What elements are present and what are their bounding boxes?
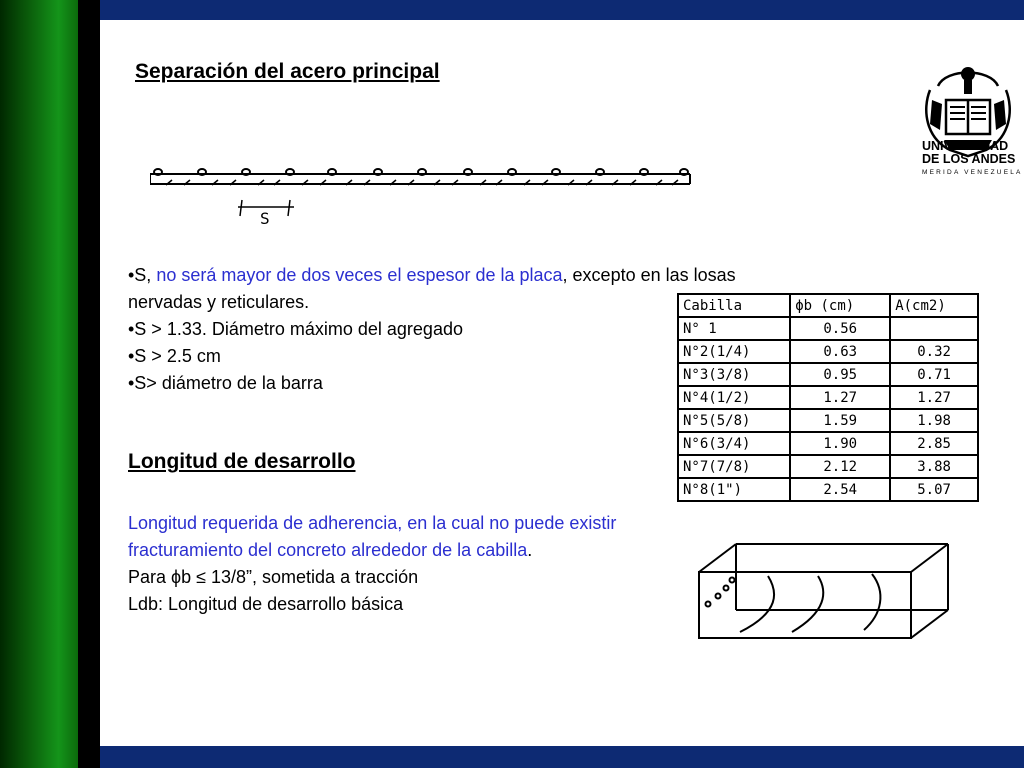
beam-sketch [696,542,956,642]
header-area: A(cm2) [890,294,978,317]
cell-bar: N° 1 [678,317,790,340]
top-blue-bar [100,0,1024,20]
cell-bar: N°7(7/8) [678,455,790,478]
table-row [678,432,978,455]
cell-area: 0.71 [890,363,978,386]
logo-line-3: MERIDA VENEZUELA [922,169,1023,176]
table-row [678,340,978,363]
cell-diameter: 1.27 [790,386,890,409]
desc-line-2-text: fracturamiento del concreto alrededor de la cabilla [128,540,528,560]
cell-bar: N°6(3/4) [678,432,790,455]
cell-area: 2.85 [890,432,978,455]
bullet-4: •S> diámetro de la barra [128,373,323,393]
bullet-1-line2: nervadas y reticulares. [128,292,310,312]
university-logo-text [922,140,1022,179]
table-row [678,455,978,478]
cell-diameter: 0.56 [790,317,890,340]
header-cabilla: Cabilla [678,294,790,317]
cell-diameter: 2.54 [790,478,890,501]
cell-bar: N°2(1/4) [678,340,790,363]
logo-line-2: DE LOS ANDES [922,152,1016,166]
cell-diameter: 0.95 [790,363,890,386]
bar-spacing-diagram [150,160,710,230]
table-header-row [678,294,978,317]
table-row [678,478,978,501]
cell-area: 1.27 [890,386,978,409]
cell-diameter: 1.59 [790,409,890,432]
cell-bar: N°8(1") [678,478,790,501]
bullet-1 [128,262,736,289]
cell-area: 1.98 [890,409,978,432]
cell-area [890,317,978,340]
rebar-table [677,293,979,502]
left-green-band [0,0,78,768]
desc-line-3: Para ϕb ≤ 13/8”, sometida a tracción [128,567,419,587]
desc-line-2-end: . [527,540,533,560]
table-row [678,409,978,432]
header-diameter: ϕb (cm) [790,294,890,317]
table-row [678,317,978,340]
cell-bar: N°5(5/8) [678,409,790,432]
slide-title: Separación del acero principal [135,60,440,83]
bottom-blue-bar [100,746,1024,768]
left-black-band [78,0,100,768]
bullet-1-suffix: , excepto en las losas [562,265,736,285]
cell-bar: N°4(1/2) [678,386,790,409]
bullet-1-emphasis: no será mayor de dos veces el espesor de la placa [156,265,563,285]
table-row [678,363,978,386]
cell-area: 0.32 [890,340,978,363]
cell-area: 3.88 [890,455,978,478]
cell-bar: N°3(3/8) [678,363,790,386]
bullet-2: •S > 1.33. Diámetro máximo del agregado [128,319,463,339]
bullet-3: •S > 2.5 cm [128,346,221,366]
cell-diameter: 1.90 [790,432,890,455]
section-subtitle: Longitud de desarrollo [128,450,356,473]
desc-line-4: Ldb: Longitud de desarrollo básica [128,594,404,614]
bullet-1-prefix: •S, [128,265,157,285]
cell-area: 5.07 [890,478,978,501]
spacing-label: S [260,209,270,228]
cell-diameter: 0.63 [790,340,890,363]
logo-line-1: UNIVERSIDAD [922,139,1009,153]
desc-line-2 [128,537,532,564]
cell-diameter: 2.12 [790,455,890,478]
table-row [678,386,978,409]
desc-line-1: Longitud requerida de adherencia, en la cual no puede existir [128,513,617,533]
